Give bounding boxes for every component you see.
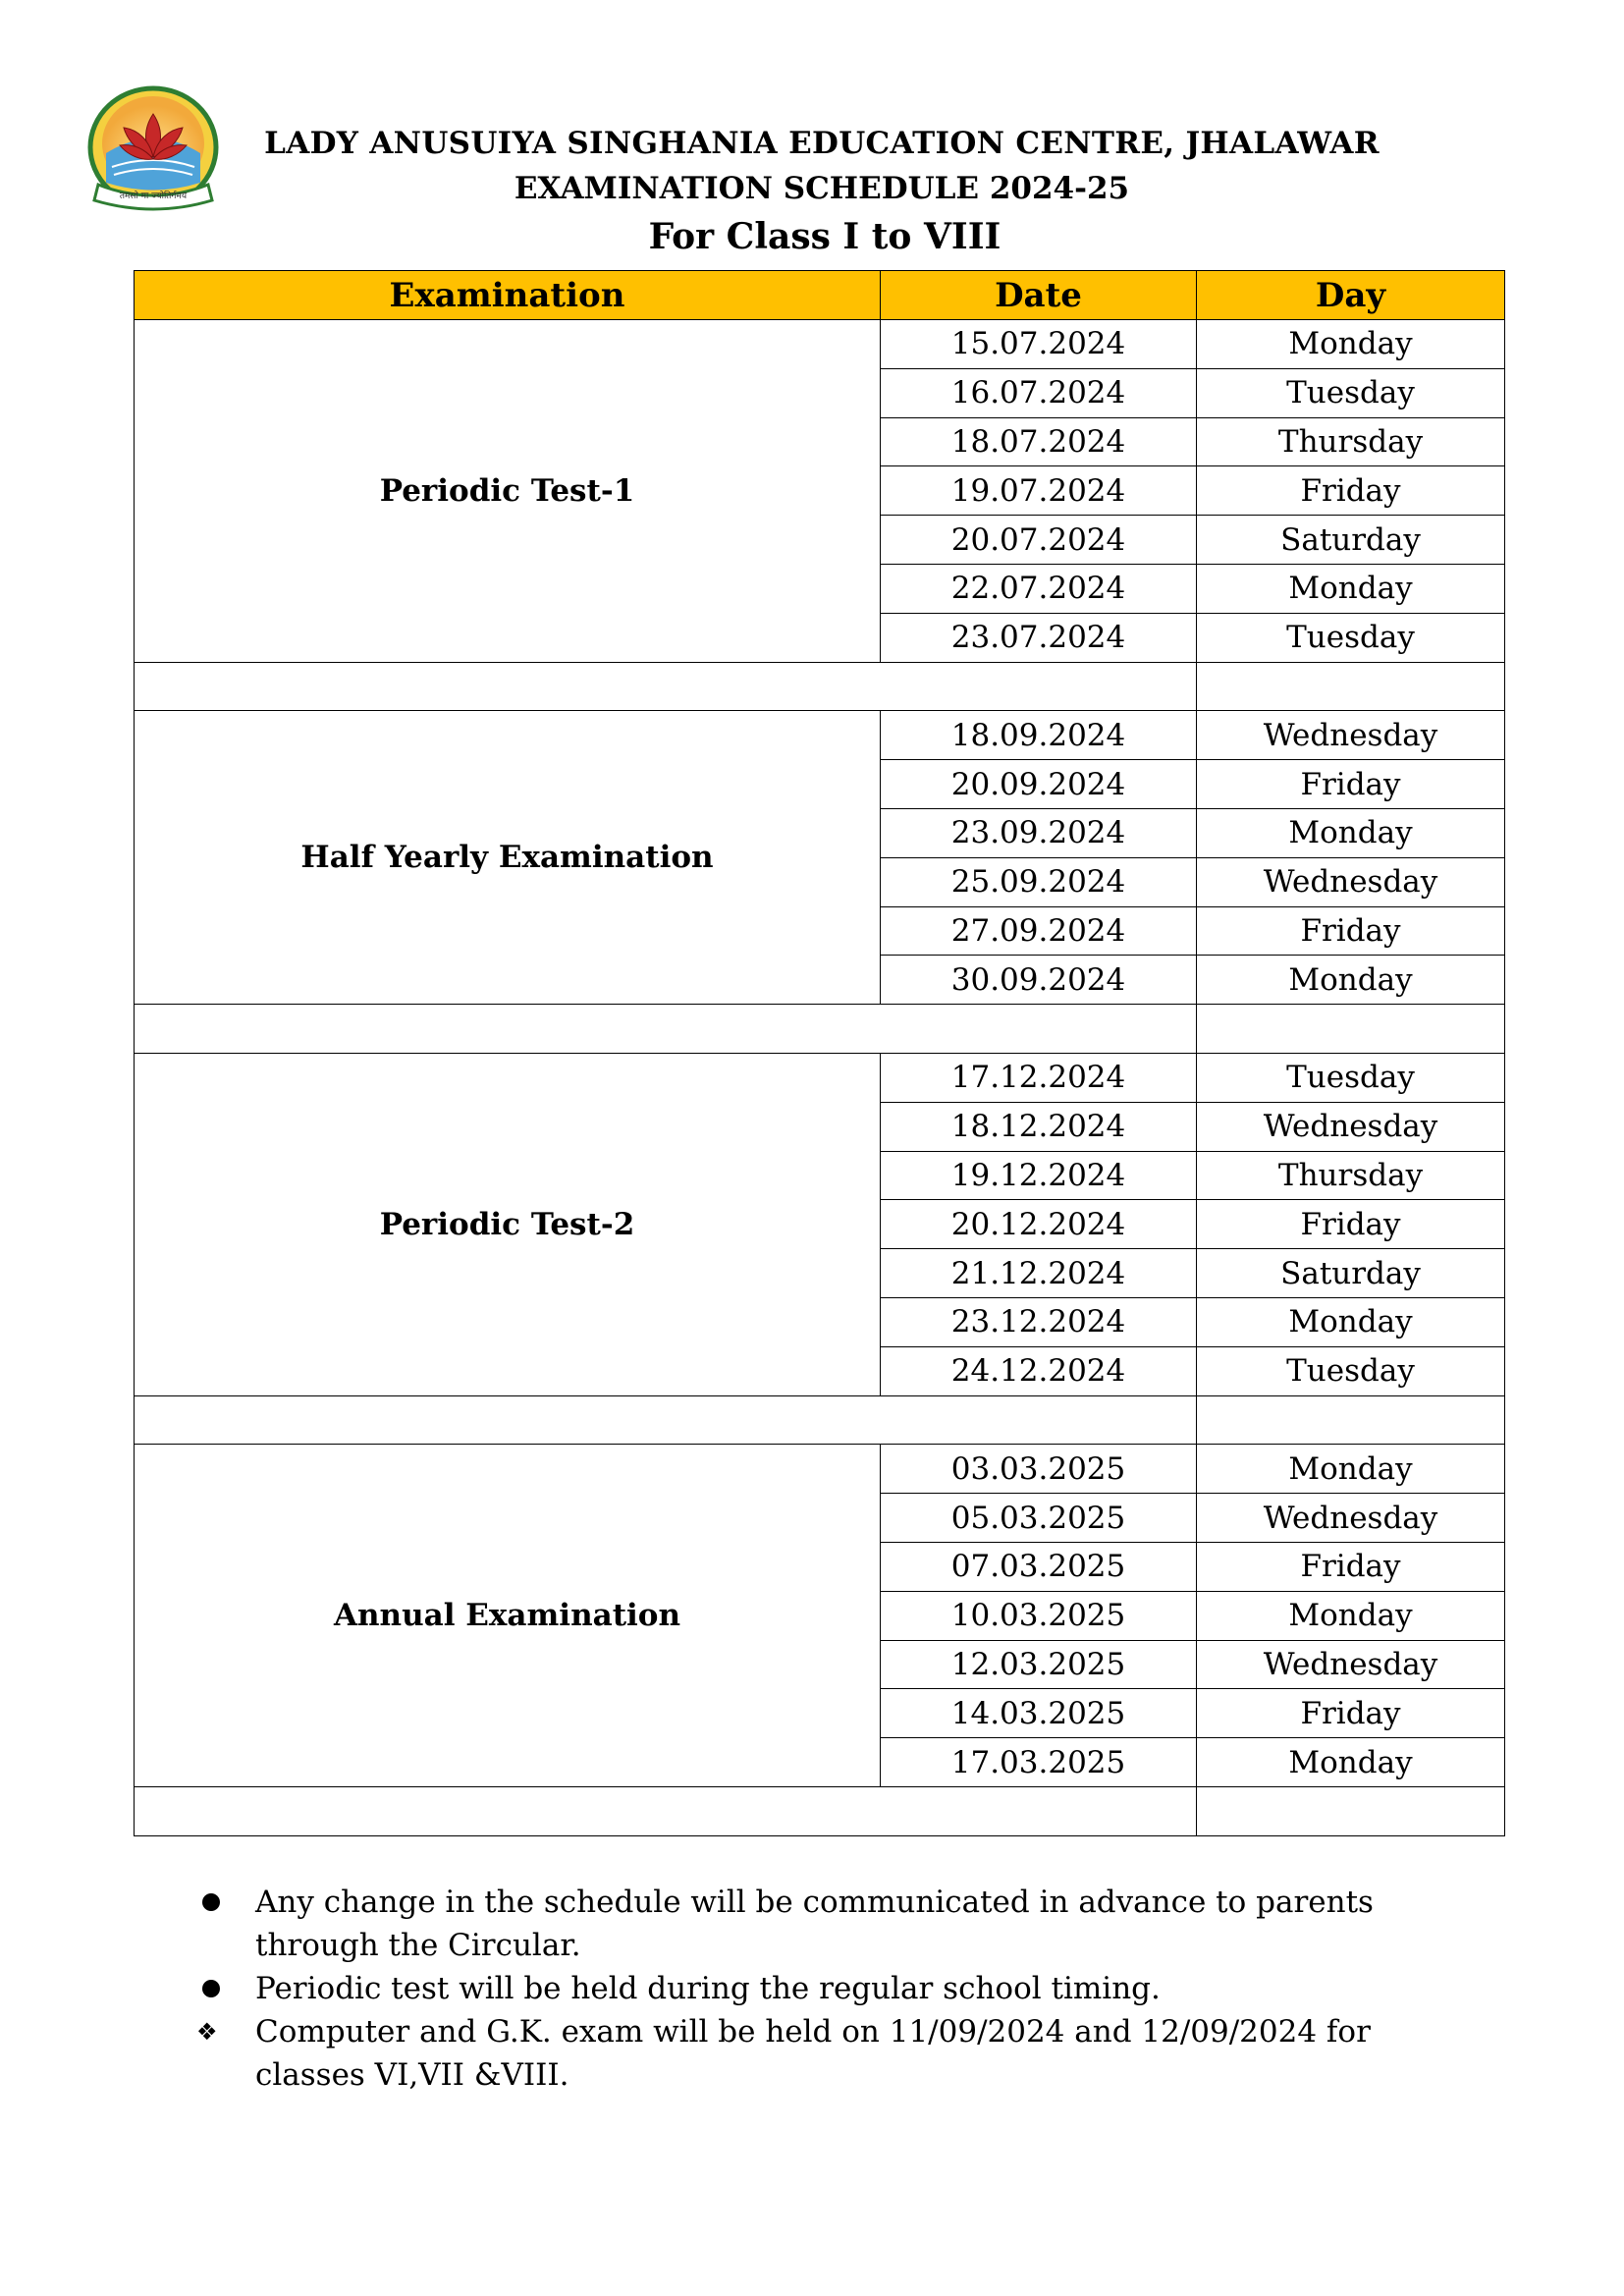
note-text: Computer and G.K. exam will be held on 11/09/2024 and 12/09/2024 for classes VI,VII &VIII. [255,2014,1371,2093]
exam-day: Friday [1197,466,1505,516]
schedule-title: EXAMINATION SCHEDULE 2024-25 [514,171,1130,206]
table-row [135,1445,1505,1494]
blank-cell [135,662,1197,711]
exam-date: 19.12.2024 [881,1151,1197,1200]
class-range: For Class I to VIII [648,216,1001,257]
exam-day: Thursday [1197,1151,1505,1200]
exam-day: Friday [1197,906,1505,956]
exam-date: 25.09.2024 [881,857,1197,906]
exam-date: 17.03.2025 [881,1738,1197,1787]
exam-day: Saturday [1197,516,1505,565]
header-examination: Examination [135,271,881,320]
blank-cell [1197,662,1505,711]
exam-date: 12.03.2025 [881,1640,1197,1689]
separator-row [135,1786,1505,1835]
exam-date: 20.09.2024 [881,760,1197,809]
exam-day: Wednesday [1197,1494,1505,1543]
exam-day: Tuesday [1197,613,1505,662]
exam-name: Periodic Test-1 [135,320,881,663]
note-item [196,1881,1473,1967]
separator-row [135,1395,1505,1445]
exam-date: 19.07.2024 [881,466,1197,516]
exam-day: Wednesday [1197,1640,1505,1689]
note-text: Periodic test will be held during the regular school timing. [255,1971,1161,2006]
exam-date: 17.12.2024 [881,1053,1197,1102]
exam-date: 20.07.2024 [881,516,1197,565]
exam-name: Periodic Test-2 [135,1053,881,1395]
table-header-row [135,271,1505,320]
notes-list [196,1881,1473,2097]
blank-cell [135,1786,1197,1835]
exam-day: Monday [1197,956,1505,1005]
note-text: Any change in the schedule will be communicated in advance to parents through the Circular. [255,1885,1374,1963]
blank-cell [135,1395,1197,1445]
exam-day: Friday [1197,1689,1505,1738]
exam-day: Tuesday [1197,1346,1505,1395]
exam-day: Monday [1197,1297,1505,1346]
header-day: Day [1197,271,1505,320]
note-item [196,2010,1473,2097]
exam-date: 23.09.2024 [881,808,1197,857]
exam-date: 14.03.2025 [881,1689,1197,1738]
exam-date: 16.07.2024 [881,368,1197,417]
table-row [135,711,1505,760]
blank-cell [135,1005,1197,1054]
exam-date: 21.12.2024 [881,1249,1197,1298]
table-row [135,1053,1505,1102]
exam-date: 23.12.2024 [881,1297,1197,1346]
exam-date: 18.07.2024 [881,417,1197,466]
exam-date: 22.07.2024 [881,564,1197,613]
table-row [135,320,1505,369]
exam-day: Monday [1197,1445,1505,1494]
exam-name: Half Yearly Examination [135,711,881,1005]
exam-day: Monday [1197,320,1505,369]
separator-row [135,1005,1505,1054]
note-item [196,1967,1473,2010]
exam-day: Thursday [1197,417,1505,466]
exam-day: Friday [1197,760,1505,809]
exam-date: 03.03.2025 [881,1445,1197,1494]
exam-day: Friday [1197,1200,1505,1249]
exam-date: 27.09.2024 [881,906,1197,956]
exam-date: 20.12.2024 [881,1200,1197,1249]
schedule-table [134,270,1505,1836]
blank-cell [1197,1395,1505,1445]
exam-day: Saturday [1197,1249,1505,1298]
exam-date: 23.07.2024 [881,613,1197,662]
exam-date: 07.03.2025 [881,1542,1197,1591]
exam-day: Monday [1197,1591,1505,1640]
separator-row [135,662,1505,711]
exam-day: Monday [1197,1738,1505,1787]
exam-date: 15.07.2024 [881,320,1197,369]
exam-day: Monday [1197,808,1505,857]
exam-date: 18.12.2024 [881,1102,1197,1151]
exam-day: Wednesday [1197,1102,1505,1151]
school-name: LADY ANUSUIYA SINGHANIA EDUCATION CENTRE, JHALAWAR [264,126,1380,161]
bullet-diamond-icon: ❖ [196,2018,218,2046]
exam-day: Tuesday [1197,368,1505,417]
exam-date: 05.03.2025 [881,1494,1197,1543]
exam-day: Monday [1197,564,1505,613]
logo-motto: तमसो मा ज्योतिर्गमय [119,191,188,201]
exam-name: Annual Examination [135,1445,881,1787]
exam-day: Friday [1197,1542,1505,1591]
header-date: Date [881,271,1197,320]
exam-date: 18.09.2024 [881,711,1197,760]
exam-day: Tuesday [1197,1053,1505,1102]
blank-cell [1197,1786,1505,1835]
exam-date: 10.03.2025 [881,1591,1197,1640]
exam-date: 24.12.2024 [881,1346,1197,1395]
blank-cell [1197,1005,1505,1054]
exam-day: Wednesday [1197,857,1505,906]
exam-date: 30.09.2024 [881,956,1197,1005]
exam-day: Wednesday [1197,711,1505,760]
